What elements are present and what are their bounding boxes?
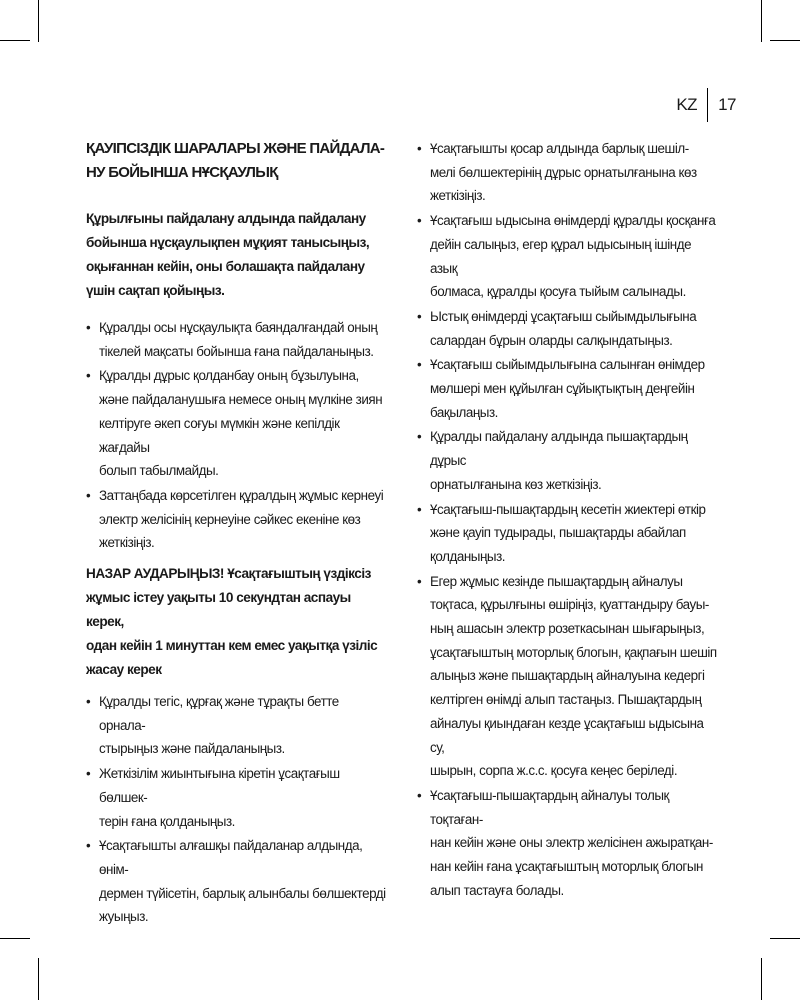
crop-mark xyxy=(38,958,39,1000)
left-column xyxy=(86,137,386,930)
warning-paragraph: НАЗАР АУДАРЫҢЫЗ! Ұсақтағыштың үздіксіз жұмыс істеу уақыты 10 секундтан аспауы керек, одан кейін 1 минуттан кем емес уақытқа үзіліс жасау керек xyxy=(86,566,378,678)
safety-list-1 xyxy=(86,316,386,555)
section-title: ҚАУІПСІЗДІК ШАРАЛАРЫ ЖӘНЕ ПАЙДАЛА- НУ БОЙЫНША НҰСҚАУЛЫҚ xyxy=(86,140,385,181)
crop-mark xyxy=(0,40,30,41)
list-item: • Құралды дұрыс қолданбау оның бұзылуына, және пайдаланушыға немесе оның мүлкіне зиян келтіруге әкеп соғуы мүмкін және кепілдік жағдайы болып табылмайды. xyxy=(86,364,386,483)
page-header xyxy=(676,88,736,122)
safety-list-2 xyxy=(86,690,386,929)
list-item: • Заттаңбада көрсетілген құралдың жұмыс кернеуі электр желісінің кернеуіне сәйкес екеніне көз жеткізіңіз. xyxy=(86,484,386,555)
safety-list-3 xyxy=(417,137,721,903)
list-item: • Құралды тегіс, құрғақ және тұрақты бетте орнала- стырыңыз және пайдаланыңыз. xyxy=(86,690,386,761)
list-item: • Ұсақтағышты алғашқы пайдаланар алдында, өнім- дермен түйісетін, барлық алынбалы бөлшектерді жуыңыз. xyxy=(86,834,386,929)
list-item: • Егер жұмыс кезінде пышақтардың айналуы тоқтаса, құрылғыны өшіріңіз, қуаттандыру бауы- ның ашасын электр розеткасынан шығарыңыз, ұсақтағыштың моторлық блогын, қақпағын шешіп алыңыз және пышақтардың айналуына кедергі келтірген өнімді алып тастаңыз. Пышақтардың айналуы қиындаған кезде ұсақтағыш ыдысына су, шырын, сорпа ж.с.с. қосуға кеңес беріледі. xyxy=(417,570,721,783)
crop-mark xyxy=(770,938,800,939)
intro-paragraph: Құрылғыны пайдалану алдында пайдалану бойынша нұсқаулықпен мұқият танысыңыз, оқығаннан кейін, оны болашақта пайдалану үшін сақтап қойыңыз. xyxy=(86,211,370,298)
list-item: • Ұсақтағыш ыдысына өнімдерді құралды қосқанға дейін салыңыз, егер құрал ыдысының ішінде азық болмаса, құралды қосуға тыйым салынады. xyxy=(417,209,721,304)
list-item: • Құралды пайдалану алдында пышақтардың дұрыс орнатылғанына көз жеткізіңіз. xyxy=(417,425,721,496)
crop-mark xyxy=(38,0,39,42)
page-number: 17 xyxy=(718,95,736,114)
list-item: • Ыстық өнімдерді ұсақтағыш сыйымдылығына салардан бұрын оларды салқындатыңыз. xyxy=(417,305,721,352)
header-divider xyxy=(707,88,708,122)
list-item: • Ұсақтағыш-пышақтардың кесетін жиектері өткір және қауіп тудырады, пышақтарды абайлап қолданыңыз. xyxy=(417,498,721,569)
list-item: • Құралды осы нұсқаулықта баяндалғандай оның тікелей мақсаты бойынша ғана пайдаланыңыз. xyxy=(86,316,386,363)
right-column xyxy=(417,137,721,904)
crop-mark xyxy=(770,40,800,41)
list-item: • Ұсақтағыш сыйымдылығына салынған өнімдер мөлшері мен құйылған сұйықтықтың деңгейін бақылаңыз. xyxy=(417,353,721,424)
crop-mark xyxy=(761,958,762,1000)
crop-mark xyxy=(761,0,762,42)
crop-mark xyxy=(0,938,30,939)
list-item: • Ұсақтағыш-пышақтардың айналуы толық тоқтаған- нан кейін және оны электр желісінен ажыратқан- нан кейін ғана ұсақтағыштың моторлық блогын алып тастауға болады. xyxy=(417,784,721,903)
language-code: KZ xyxy=(676,95,698,114)
list-item: • Ұсақтағышты қосар алдында барлық шешіл- мелі бөлшектерінің дұрыс орнатылғанына көз жеткізіңіз. xyxy=(417,137,721,208)
list-item: • Жеткізілім жиынтығына кіретін ұсақтағыш бөлшек- терін ғана қолданыңыз. xyxy=(86,762,386,833)
